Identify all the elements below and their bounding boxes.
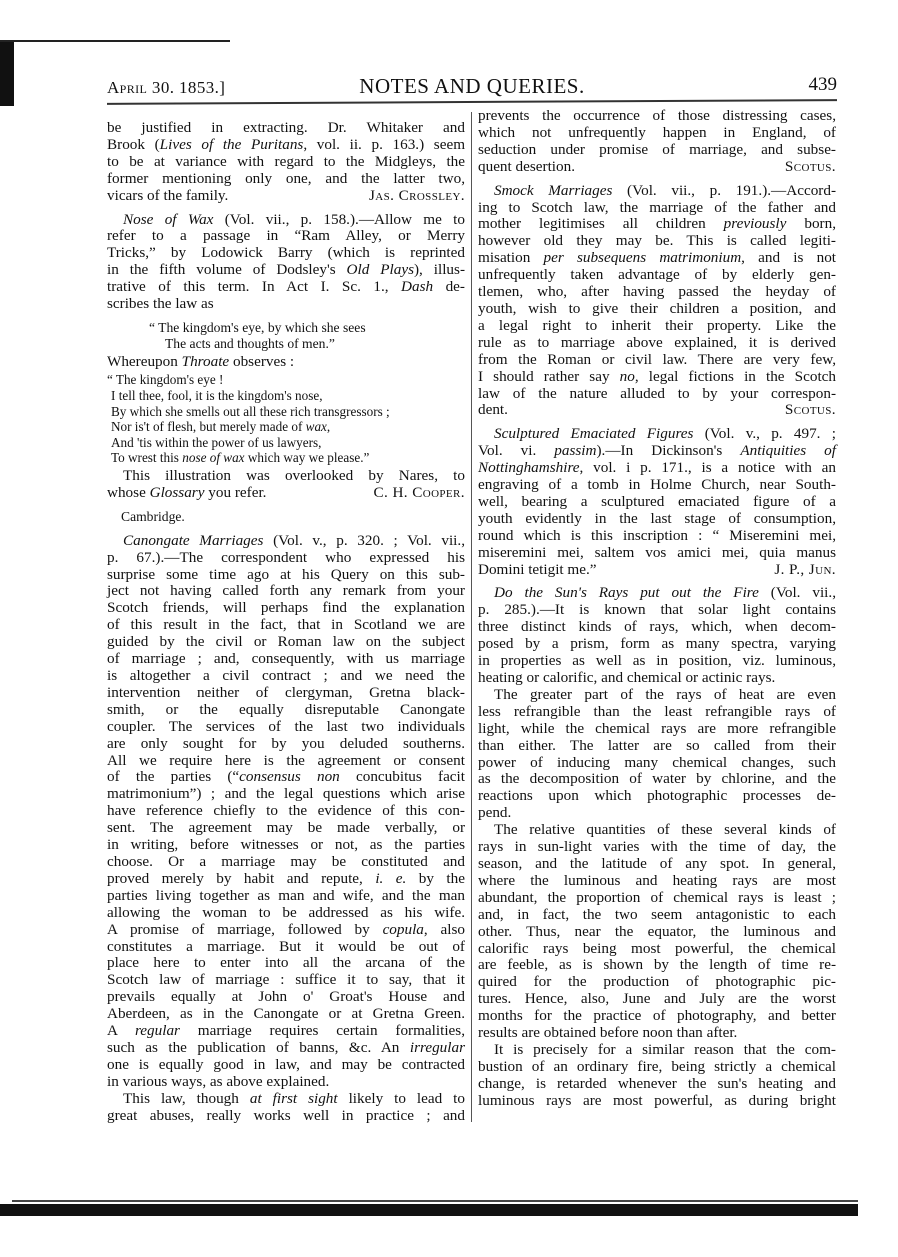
author-signature: Scotus. [784,401,836,419]
text-line: quired for the production of photographic pic- [478,973,836,991]
author-signature: Scotus. [784,157,836,175]
text-line: Scotch law of marriage : suffice it to say, that it [107,971,465,989]
text-line: sent. The agreement may be made verbally, or [107,819,465,837]
article-paragraph [478,426,836,578]
text-line: trative of this term. In Act I. Sc. 1., Dash de- [107,278,465,296]
text-line: I tell thee, fool, it is the kingdom's nose, [111,388,323,404]
article-paragraph [478,1042,836,1110]
article-paragraph [478,687,836,822]
text-line: of the parties (“consensus non concubitus facit [107,768,465,786]
text-line: Aberdeen, as in the Canongate or at Gretna Green. [107,1005,465,1023]
text-line: tlemen, who, after having passed the heyday of [478,283,836,301]
text-line: of this result in the fact, that in Scotland we are [107,616,465,634]
text-line: change, is retarded whenever the sun's heating and [478,1074,836,1092]
text-line: are feeble, as is shown by the length of time re- [478,956,836,974]
block-quote [107,372,465,466]
author-signature: Jas. Crossley. [369,186,465,204]
line-text: quent desertion. [478,157,576,175]
text-line: in writing, before witnesses or not, as the parties [107,836,465,854]
text-line: choose. Or a marriage may be constituted and [107,852,465,870]
text-line: unfrequently taken advantage of by elderly gen- [478,266,836,284]
text-line: abundant, the proportion of chemical rays is least ; [478,888,836,906]
text-line: constitutes a marriage. But it would be out of [107,937,465,955]
text-line: however old they may be. This is called legiti- [478,232,836,250]
text-line: rays in sun-light varies with the time of day, the [478,838,836,856]
text-line: as the decomposition of water by chlorine, and the [478,770,836,788]
text-line: have reference chiefly to the evidence of this con- [107,802,465,820]
text-line: surprise some time ago at his Query on this sub- [107,565,465,583]
text-line: intervention neither of clergyman, Gretna black- [107,683,465,701]
text-line: bustion of an ordinary fire, being strictly a chemical [478,1057,836,1075]
text-line: from the Roman or civil law. There are very few, [478,350,836,368]
text-line: of marriage ; and, consequently, with us marriage [107,650,465,668]
text-line [478,159,836,176]
text-line: tures. Hence, also, June and July are the worst [478,990,836,1008]
text-line: in the fifth volume of Dodsley's Old Plays), illus- [107,261,465,279]
text-line: ject not having called forth any remark from your [107,582,465,600]
text-line [478,402,836,419]
text-line: Whereupon Throate observes : [107,352,295,370]
author-signature: C. H. Cooper. [373,483,465,501]
text-line: calorific rays being most powerful, the chemical [478,939,836,957]
header-rule [107,99,837,104]
text-line: Do the Sun's Rays put out the Fire (Vol. vii., [494,584,836,602]
text-line: prevails equally at John o' Groat's House and [107,988,465,1006]
text-line: Smock Marriages (Vol. vii., p. 191.).—Accord- [494,181,836,199]
text-line: in various ways, as above explained. [107,1072,330,1090]
text-line: law of the nature alluded to by your correspon- [478,384,836,402]
text-line: Cambridge. [121,508,185,524]
text-line: reactions upon which photographic processes de- [478,787,836,805]
text-line: p. 67.).—The correspondent who expressed his [107,548,465,566]
article-paragraph [107,1091,465,1125]
text-line: luminous rays are most powerful, as during bright [478,1091,836,1109]
text-line: seduction under promise of marriage, and subse- [478,140,836,158]
running-header [107,72,837,98]
text-line: less refrangible than the least refrangible rays of [478,702,836,720]
text-line: season, and the latitude of any spot. In general, [478,854,836,872]
text-line: Brook (Lives of the Puritans, vol. ii. p. 163.) seem [107,135,466,153]
text-line: place here to enter into all the arcana of the [107,954,465,972]
text-line: Canongate Marriages (Vol. v., p. 320. ; Vol. vii., [123,531,465,549]
text-line: A regular marriage requires certain formalities, [107,1022,465,1040]
text-line: Scotch friends, will perhaps find the explanation [107,599,465,617]
text-line: light, while the chemical rays are more refrangible [478,719,836,737]
text-line: power of inducing many chemical changes, such [478,753,836,771]
text-line [107,188,465,205]
text-line: former mentioning only one, and the latter two, [107,169,465,187]
article-paragraph [478,108,836,176]
text-line: three distinct kinds of rays, which, when decom- [478,618,836,636]
text-line: rule as to marriage above explained, it is derived [478,333,836,351]
text-line: than either. The latter are so called from their [478,736,836,754]
text-line: be justified in extracting. Dr. Whitaker and [107,119,465,136]
text-line: months for the practice of photography, and better [478,1007,836,1025]
text-line: heating or calorific, and chemical or actinic rays. [478,669,776,686]
text-line: well, bearing a sculptured emaciated figure of a [478,492,836,510]
text-line: The greater part of the rays of heat are even [494,685,836,703]
column-divider [471,112,472,1122]
text-line: Vol. vi. passim).—In Dickinson's Antiquities of [478,442,836,460]
block-quote [107,320,465,352]
author-signature: J. P., Jun. [774,560,836,578]
place-line [107,509,465,526]
text-line: matrimonium”) ; and the legal questions which arise [107,785,465,803]
article-paragraph [478,822,836,1042]
text-line: results are obtained before noon than after. [478,1024,738,1042]
text-line: The relative quantities of these several kinds of [494,821,836,839]
text-line: pend. [478,804,512,822]
text-line: youth evidently in the last stage of consumption, [478,509,836,527]
text-line: miseremini mei, saltem vos amici mei, quia manus [478,543,836,561]
text-line: to be at variance with regard to the Midgleys, the [107,152,465,170]
text-line: engraving of a tomb in Holme Church, near South- [478,476,836,494]
text-line: It is precisely for a similar reason that the com- [494,1040,836,1058]
text-line: round which is this inscription : “ Miseremini mei, [478,526,836,544]
left-column [107,120,465,1131]
text-line: mother legitimises all children previously born, [478,215,836,233]
text-line: such as the publication of banns, &c. An irregular [107,1038,465,1056]
text-line: Sculptured Emaciated Figures (Vol. v., p. 497. ; [494,425,836,443]
article-paragraph [107,533,465,1091]
text-line: coupler. The services of the last two individuals [107,717,465,735]
text-line: other. Thus, near the equator, the luminous and [478,922,836,940]
scan-edge-line [0,40,230,42]
text-line: guided by the civil or Roman law on the subject [107,633,465,651]
text-line: and, in fact, the two seem antagonistic to each [478,905,836,923]
line-text: dent. [478,401,508,419]
text-line: are only sought for by you deluded southerns. [107,734,465,752]
text-line: The acts and thoughts of men.” [165,335,335,351]
text-line: parties living together as man and wife, and the man [107,886,465,904]
text-line: By which she smells out all these rich transgressors ; [111,403,390,419]
scan-edge-mark [0,40,14,106]
text-line: prevents the occurrence of those distressing cases, [478,107,836,124]
line-text: whose Glossary you refer. [107,483,267,501]
article-paragraph [107,468,465,502]
text-line: “ The kingdom's eye ! [107,372,224,388]
text-line: posed by a prism, form as many spectra, varying [478,635,836,653]
text-line [107,485,465,502]
article-paragraph [107,212,465,313]
line-text: vicars of the family. [107,186,229,204]
text-line: misation per subsequens matrimonium, and is not [478,249,837,267]
text-line: “ The kingdom's eye, by which she sees [149,319,366,335]
scan-bottom-edge [0,1200,898,1216]
text-line: To wrest this nose of wax which way we please.” [111,450,370,466]
page-number: 439 [808,74,837,95]
text-line: where the luminous and heating rays are most [478,871,836,889]
text-line: which not unfrequently happen in England, of [478,123,836,141]
text-line [478,562,836,579]
text-line: And 'tis within the power of us lawyers, [111,434,322,450]
header-date: April 30. 1853.] [107,78,226,97]
article-paragraph [478,585,836,686]
article-paragraph [107,120,465,205]
text-line: A promise of marriage, followed by copula, also [107,920,465,938]
text-line: allowing the woman to be addressed as his wife. [107,903,465,921]
text-line: Nor is't of flesh, but merely made of wax, [111,419,331,435]
text-line: I should rather say no, legal fictions in the Scotch [478,367,836,385]
text-line: in properties as well as in position, viz. luminous, [478,652,836,670]
text-line: Nottinghamshire, vol. i p. 171., is a notice with an [478,459,836,477]
text-line: a legal right to inherit their property. Like the [478,316,836,334]
text-line: refer to a passage in “Ram Alley, or Merry [107,227,465,245]
text-line: ing to Scotch law, the marriage of the father and [478,198,836,216]
text-line: great abuses, really works well in practice ; and [107,1106,465,1124]
text-line: proved merely by habit and repute, i. e. by the [107,869,465,887]
article-paragraph [478,183,836,420]
text-line: scribes the law as [107,295,214,313]
text-line: Tricks,” by Lodowick Barry (which is reprinted [107,244,465,262]
text-line: is altogether a civil contract ; and we need the [107,667,465,684]
journal-title: NOTES AND QUERIES. [359,74,585,98]
right-column [478,108,836,1117]
line-text: Domini tetigit me.” [478,560,597,578]
article-paragraph [107,354,465,371]
text-line: This illustration was overlooked by Nares, to [123,467,465,485]
text-line: youth, wish to give their children a position, and [478,299,836,317]
text-line: Nose of Wax (Vol. vii., p. 158.).—Allow me to [123,210,465,228]
text-line: smith, or the equally disreputable Canongate [107,700,465,718]
text-line: All we require here is the agreement or consent [107,751,465,769]
text-line: p. 285.).—It is known that solar light contains [478,601,836,619]
text-line: This law, though at first sight likely to lead to [123,1089,465,1107]
text-line: one is equally good in law, and may be contracted [107,1055,465,1073]
